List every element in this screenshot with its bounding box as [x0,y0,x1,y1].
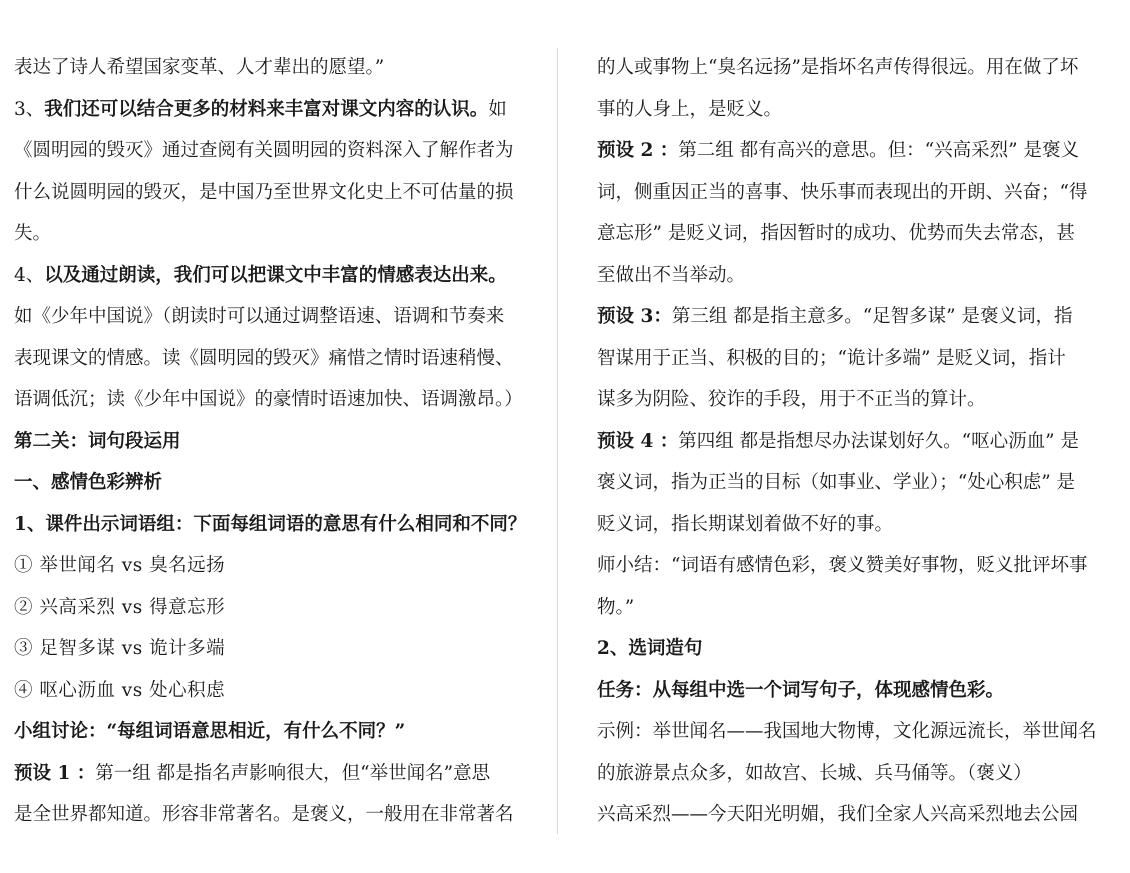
text-line [14,47,526,89]
line-text: 示例：举世闻名——我国地大物博，文化源远流长，举世闻名 [597,721,1097,742]
line-text: ② 兴高采烈 vs 得意忘形 [14,596,226,618]
text-line [597,213,1109,255]
line-text: 词，侧重因正当的喜事、快乐事而表现出的开朗、兴奋；“得 [597,181,1088,203]
right-column [597,47,1109,836]
text-line [597,711,1109,753]
bold-text: 预设 4 ： [597,430,679,452]
text-line [14,89,526,131]
list-item [14,587,526,629]
column-divider [557,48,558,834]
text-line [597,504,1109,546]
text-line [14,794,526,836]
line-text: 如 [488,98,507,120]
list-item [14,545,526,587]
line-text: 什么说圆明园的毁灭，是中国乃至世界文化史上不可估量的损 [14,181,514,203]
line-text: 师小结：“词语有感情色彩，褒义赞美好事物，贬义批评坏事 [597,555,1088,576]
line-text: 第二组 都有高兴的意思。但：“兴高采烈” 是褒义 [678,140,1079,161]
text-line [597,255,1109,297]
line-text: 的旅游景点众多，如故宫、长城、兵马俑等。（褒义） [597,762,1032,784]
line-text: 谋多为阴险、狡诈的手段，用于不正当的算计。 [597,389,986,410]
text-line [597,462,1109,504]
text-line [14,338,526,380]
text-line [597,421,1109,463]
text-line [597,379,1109,421]
bold-text: 预设 2 ： [597,140,679,161]
text-line [14,255,526,297]
line-text: 第三组 都是指主意多。“足智多谋” 是褒义词，指 [671,306,1073,327]
line-text: 第一组 都是指名声影响很大，但“举世闻名”意思 [95,762,491,784]
text-line [14,213,526,255]
section-heading [14,421,526,463]
bold-text: 预设 3： [597,306,672,327]
line-text: 事的人身上，是贬义。 [597,98,783,120]
line-text: ④ 呕心沥血 vs 处心积虑 [14,679,226,701]
line-text: ① 举世闻名 vs 臭名远扬 [14,555,226,576]
line-text: 表现课文的情感。读《圆明园的毁灭》痛惜之情时语速稍慢、 [14,347,514,369]
bold-text: 我们还可以结合更多的材料来丰富对课文内容的认识。 [44,98,489,120]
text-line [14,753,526,795]
text-line [597,338,1109,380]
section-heading [597,628,1109,670]
text-line [14,379,526,421]
section-heading [597,670,1109,712]
text-line [14,172,526,214]
line-text: 褒义词，指为正当的目标（如事业、学业）；“处心积虑” 是 [597,472,1076,493]
line-text: 意忘形” 是贬义词，指因暂时的成功、优势而失去常态，甚 [597,223,1075,244]
line-text: 物。” [597,596,635,618]
bold-text: 1、课件出示词语组：下面每组词语的意思有什么相同和不同？ [14,513,527,535]
line-text: 失。 [14,223,52,244]
bold-text: 第二关：词句段运用 [14,430,181,452]
text-line [597,130,1109,172]
item-number: 4、 [14,264,45,286]
text-line [597,753,1109,795]
text-line [597,47,1109,89]
bold-text: 小组讨论：“每组词语意思相近，有什么不同？” [14,721,406,742]
line-text: ③ 足智多谋 vs 诡计多端 [14,638,226,659]
bold-text: 2、选词造句 [597,638,703,659]
item-number: 3、 [14,98,45,120]
section-heading [14,462,526,504]
line-text: 如《少年中国说》（朗读时可以通过调整语速、语调和节奏来 [14,306,505,327]
line-text: 贬义词，指长期谋划着做不好的事。 [597,513,894,535]
text-line [597,545,1109,587]
line-text: 《圆明园的毁灭》通过查阅有关圆明园的资料深入了解作者为 [14,140,514,161]
line-text: 兴高采烈——今天阳光明媚，我们全家人兴高采烈地去公园 [597,804,1079,825]
bold-text: 一、感情色彩辨析 [14,472,163,493]
section-heading [14,711,526,753]
line-text: 第四组 都是指想尽办法谋划好久。“呕心沥血” 是 [678,430,1079,452]
text-line [597,587,1109,629]
text-line [597,89,1109,131]
line-text: 智谋用于正当、积极的目的；“诡计多端” 是贬义词，指计 [597,347,1066,369]
text-line [597,296,1109,338]
list-item [14,670,526,712]
bold-text: 以及通过朗读，我们可以把课文中丰富的情感表达出来。 [44,264,507,286]
line-text: 的人或事物上“臭名远扬”是指坏名声传得很远。用在做了坏 [597,57,1079,78]
text-line [14,296,526,338]
list-item [14,628,526,670]
text-line [597,794,1109,836]
line-text: 至做出不当举动。 [597,264,746,286]
line-text: 是全世界都知道。形容非常著名。是褒义，一般用在非常著名 [14,804,514,825]
bold-text: 任务：从每组中选一个词写句子，体现感情色彩。 [597,679,1005,701]
bold-text: 预设 1 ： [14,762,96,784]
text-line [14,130,526,172]
line-text: 表达了诗人希望国家变革、人才辈出的愿望。” [14,57,385,78]
section-heading [14,504,526,546]
left-column [14,47,526,836]
text-line [597,172,1109,214]
line-text: 语调低沉；读《少年中国说》的豪情时语速加快、语调激昂。） [14,389,523,410]
